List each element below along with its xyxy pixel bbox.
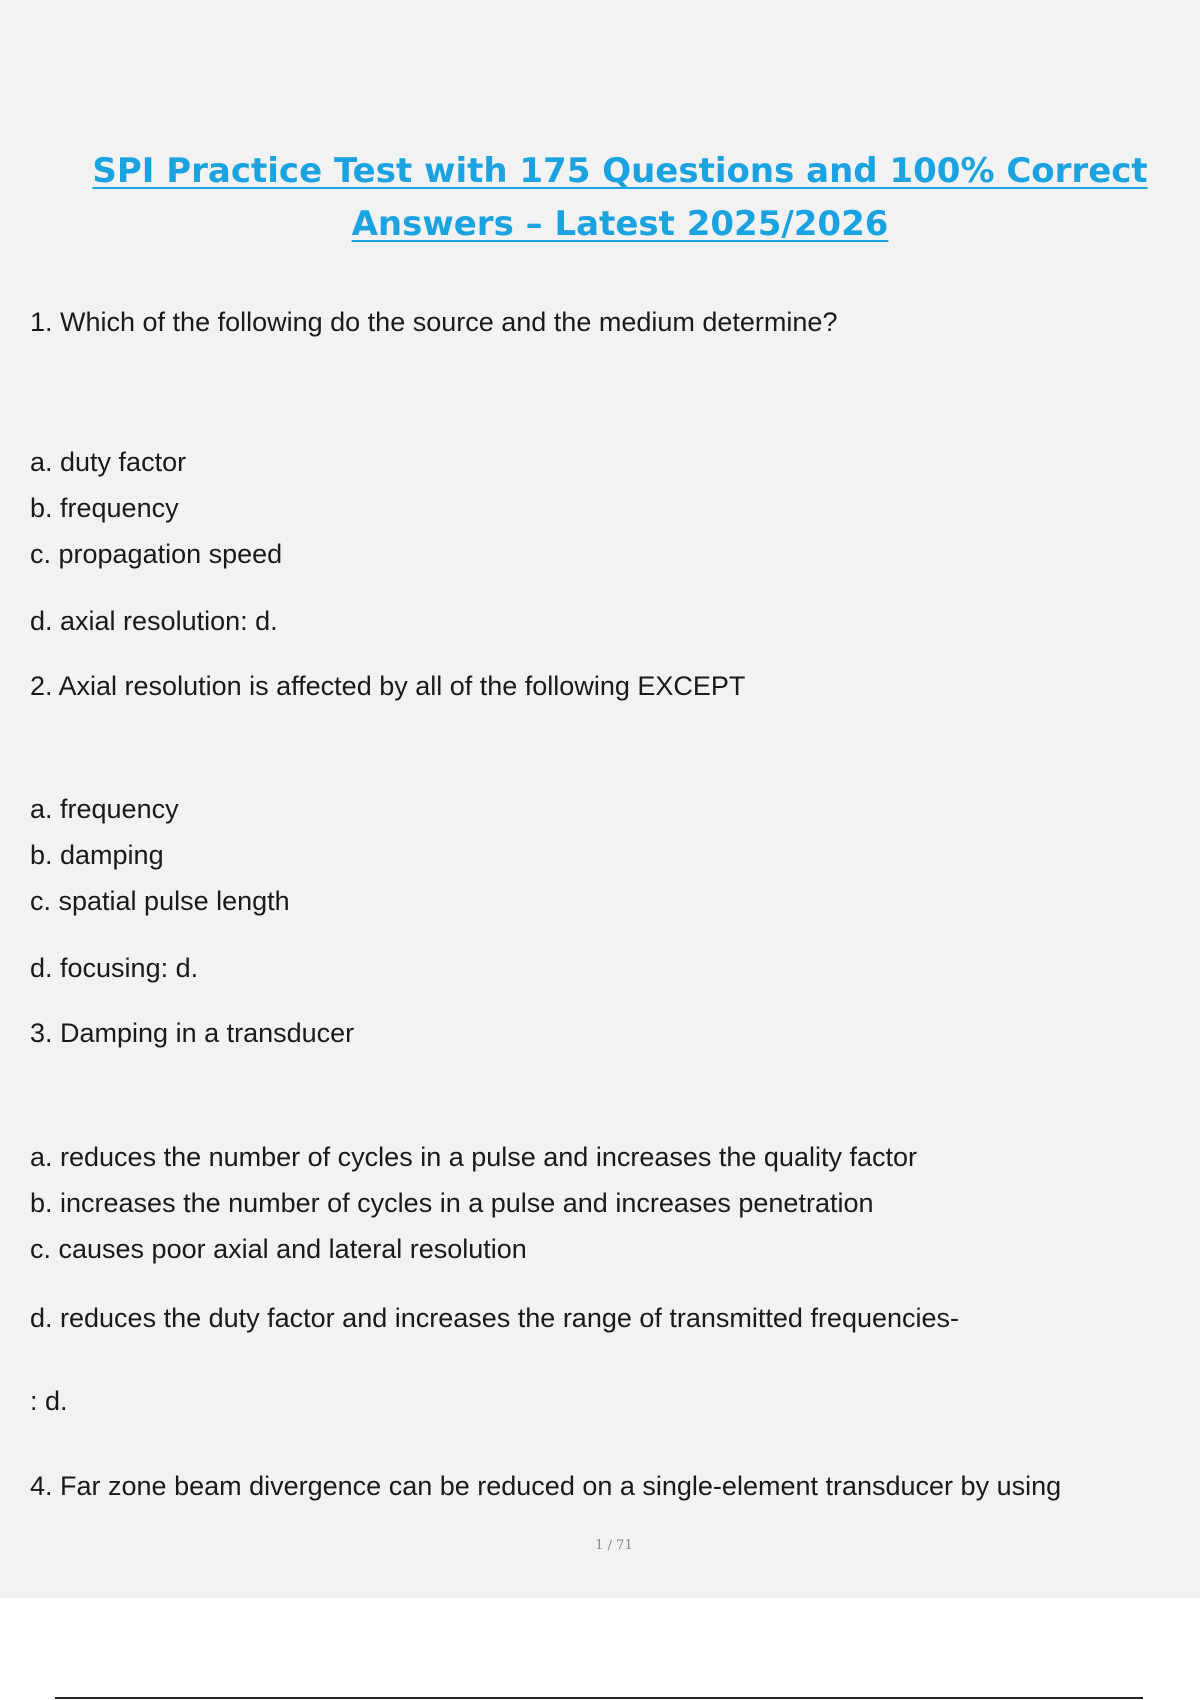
question-1-option-b: b. frequency xyxy=(30,493,179,523)
question-3-option-d: d. reduces the duty factor and increases the range of transmitted frequencies- xyxy=(30,1303,960,1333)
question-1-prompt: 1. Which of the following do the source and the medium determine? xyxy=(30,307,838,337)
question-3-option-a: a. reduces the number of cycles in a pulse and increases the quality factor xyxy=(30,1142,917,1172)
question-1-option-c: c. propagation speed xyxy=(30,539,283,569)
document-title-line-1: SPI Practice Test with 175 Questions and 100% Correct xyxy=(92,151,1148,191)
question-1-option-a: a. duty factor xyxy=(30,447,187,477)
question-3-option-b: b. increases the number of cycles in a pulse and increases penetration xyxy=(30,1188,874,1218)
question-2-option-c: c. spatial pulse length xyxy=(30,886,290,916)
question-1-option-d-answer: d. axial resolution: d. xyxy=(30,606,278,636)
question-2-option-a: a. frequency xyxy=(30,794,179,824)
question-2-option-b: b. damping xyxy=(30,840,164,870)
question-3-prompt: 3. Damping in a transducer xyxy=(30,1018,355,1048)
document-title-line-2: Answers – Latest 2025/2026 xyxy=(351,204,889,244)
question-3-option-c: c. causes poor axial and lateral resolution xyxy=(30,1234,527,1264)
question-2-option-d-answer: d. focusing: d. xyxy=(30,953,199,983)
footer-divider xyxy=(55,1697,1143,1699)
question-3-answer: : d. xyxy=(30,1386,68,1416)
page-number: 1 / 71 xyxy=(595,1538,633,1553)
question-4-prompt: 4. Far zone beam divergence can be reduced on a single-element transducer by using xyxy=(30,1471,1062,1501)
question-2-prompt: 2. Axial resolution is affected by all of the following EXCEPT xyxy=(30,671,746,701)
